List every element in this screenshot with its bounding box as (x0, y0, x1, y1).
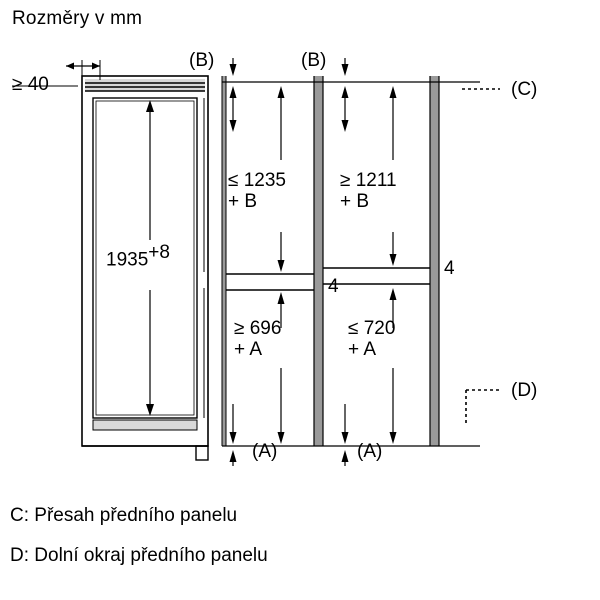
dimension-lower-left (234, 318, 281, 361)
legend-item-c (10, 505, 237, 527)
dimension-upper-right (340, 170, 397, 213)
callout-b-right: (B) (301, 50, 327, 71)
dimension-cabinet-height (106, 242, 170, 271)
dimension-upper-left-line1: ≤ 1235 (228, 170, 286, 191)
legend-item-d (10, 545, 268, 567)
dimension-upper-left-line2: + B (228, 191, 258, 213)
dimension-upper-right-line2: + B (340, 191, 370, 213)
callout-a-right: (A) (357, 441, 383, 462)
legend-text-c: Přesah předního panelu (34, 505, 238, 526)
cabinet-height-value: 1935 (106, 249, 149, 271)
dimension-gap-outer: 4 (444, 258, 455, 279)
dimension-upper-right-line1: ≥ 1211 (340, 170, 397, 191)
legend-key-d: D: (10, 545, 29, 566)
dimension-min-depth: ≥ 40 (12, 74, 49, 95)
callout-d: (D) (511, 380, 538, 401)
callout-a-left: (A) (252, 441, 278, 462)
dimension-upper-left (228, 170, 286, 213)
callout-c: (C) (511, 79, 538, 100)
dimension-lower-right-line2: + A (348, 339, 376, 361)
dimension-lower-left-line2: + A (234, 339, 262, 361)
dimension-lower-left-line1: ≥ 696 (234, 318, 282, 339)
cabinet-height-tolerance: +8 (148, 242, 170, 263)
dimension-lower-right (348, 318, 395, 361)
dimension-gap-inner: 4 (328, 276, 339, 297)
legend-text-d: Dolní okraj předního panelu (34, 545, 268, 566)
legend-key-c: C: (10, 505, 29, 526)
page-title: Rozměry v mm (12, 8, 143, 29)
callout-b-left: (B) (189, 50, 215, 71)
dimension-lower-right-line1: ≤ 720 (348, 318, 396, 339)
